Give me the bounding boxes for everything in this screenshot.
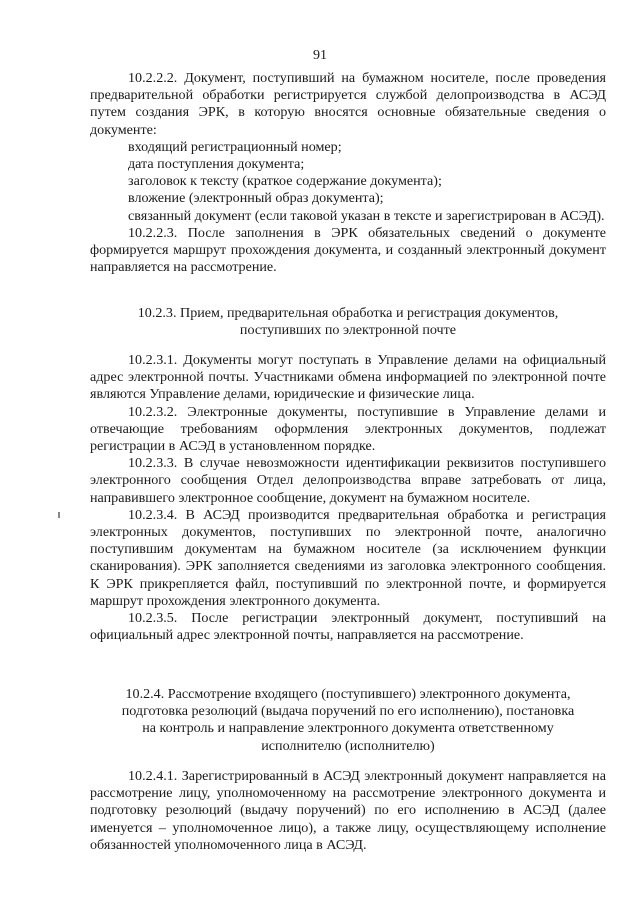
heading-line: 10.2.3. Прием, предварительная обработка и регистрация документов, [137,305,559,321]
list-item: заголовок к тексту (краткое содержание документа); [128,173,442,190]
scan-mark [58,512,60,518]
page-number: 91 [312,47,328,63]
heading-line: подготовка резолюций (выдача поручений по его исполнению), постановка [121,703,575,720]
paragraph-10-2-3-3: 10.2.3.3. В случае невозможности идентификации реквизитов поступившего электронного сообщения Отдел делопроизводства вправе затребовать от лица, направившего электронное сообщение, документ на бумажном носителе. [90,455,606,506]
paragraph-10-2-3-5: 10.2.3.5. После регистрации электронный документ, поступивший на официальный адрес электронной почты, направляется на рассмотрение. [90,610,606,644]
heading-10-2-3 [90,305,606,339]
paragraph-10-2-2-3: 10.2.2.3. После заполнения в ЭРК обязательных сведений о документе формируется маршрут прохождения документа, и созданный электронный документ направляется на рассмотрение. [90,224,606,276]
paragraph-10-2-2-2: 10.2.2.2. Документ, поступивший на бумажном носителе, после проведения предварительной обработки регистрируется службой делопроизводства в АСЭД путем создания ЭРК, в которую вносятся основные обязательные сведения о документе: [90,70,606,138]
list-item: входящий регистрационный номер; [128,138,342,155]
heading-10-2-4 [90,686,606,755]
heading-line: поступивших по электронной почте [239,322,457,339]
heading-line: исполнителю (исполнителю) [261,737,435,754]
section-10-2-4 [90,768,606,854]
list-item: дата поступления документа; [128,156,305,173]
list-item: вложение (электронный образ документа); [128,190,384,207]
section-10-2-2 [90,70,606,276]
paragraph-10-2-3-1: 10.2.3.1. Документы могут поступать в Управление делами на официальный адрес электронной почты. Участниками обмена информацией по электронной почте являются Управление делами, юридические и физические лица. [90,352,606,403]
heading-line: 10.2.4. Рассмотрение входящего (поступившего) электронного документа, [125,686,571,702]
paragraph-10-2-3-2: 10.2.3.2. Электронные документы, поступившие в Управление делами и отвечающие требованиям оформления электронных документов, подлежат регистрации в АСЭД в установленном порядке. [90,403,606,455]
list-item-linked-document: связанный документ (если таковой указан в тексте и зарегистрирован в АСЭД). [128,207,605,224]
paragraph-10-2-4-1: 10.2.4.1. Зарегистрированный в АСЭД электронный документ направляется на рассмотрение лицу, уполномоченному на рассмотрение электронного документа и подготовку резолюций (выдачу поручений) по его исполнению в АСЭД (далее именуется – уполномоченное лицо), а также лицу, осуществляющему исполнение обязанностей уполномоченного лица в АСЭД. [90,768,606,853]
heading-line: на контроль и направление электронного документа ответственному [142,720,554,737]
section-10-2-3 [90,352,606,644]
paragraph-10-2-3-4: 10.2.3.4. В АСЭД производится предварительная обработка и регистрация электронных документов, поступивших по электронной почте, аналогично поступившим документам на бумажном носителе (за исключением функции сканирования). ЭРК заполняется сведениями из заголовка электронного сообщения. К ЭРК прикрепляется файл, поступивший по электронной почте, и формируется маршрут прохождения электронного документа. [90,506,606,609]
